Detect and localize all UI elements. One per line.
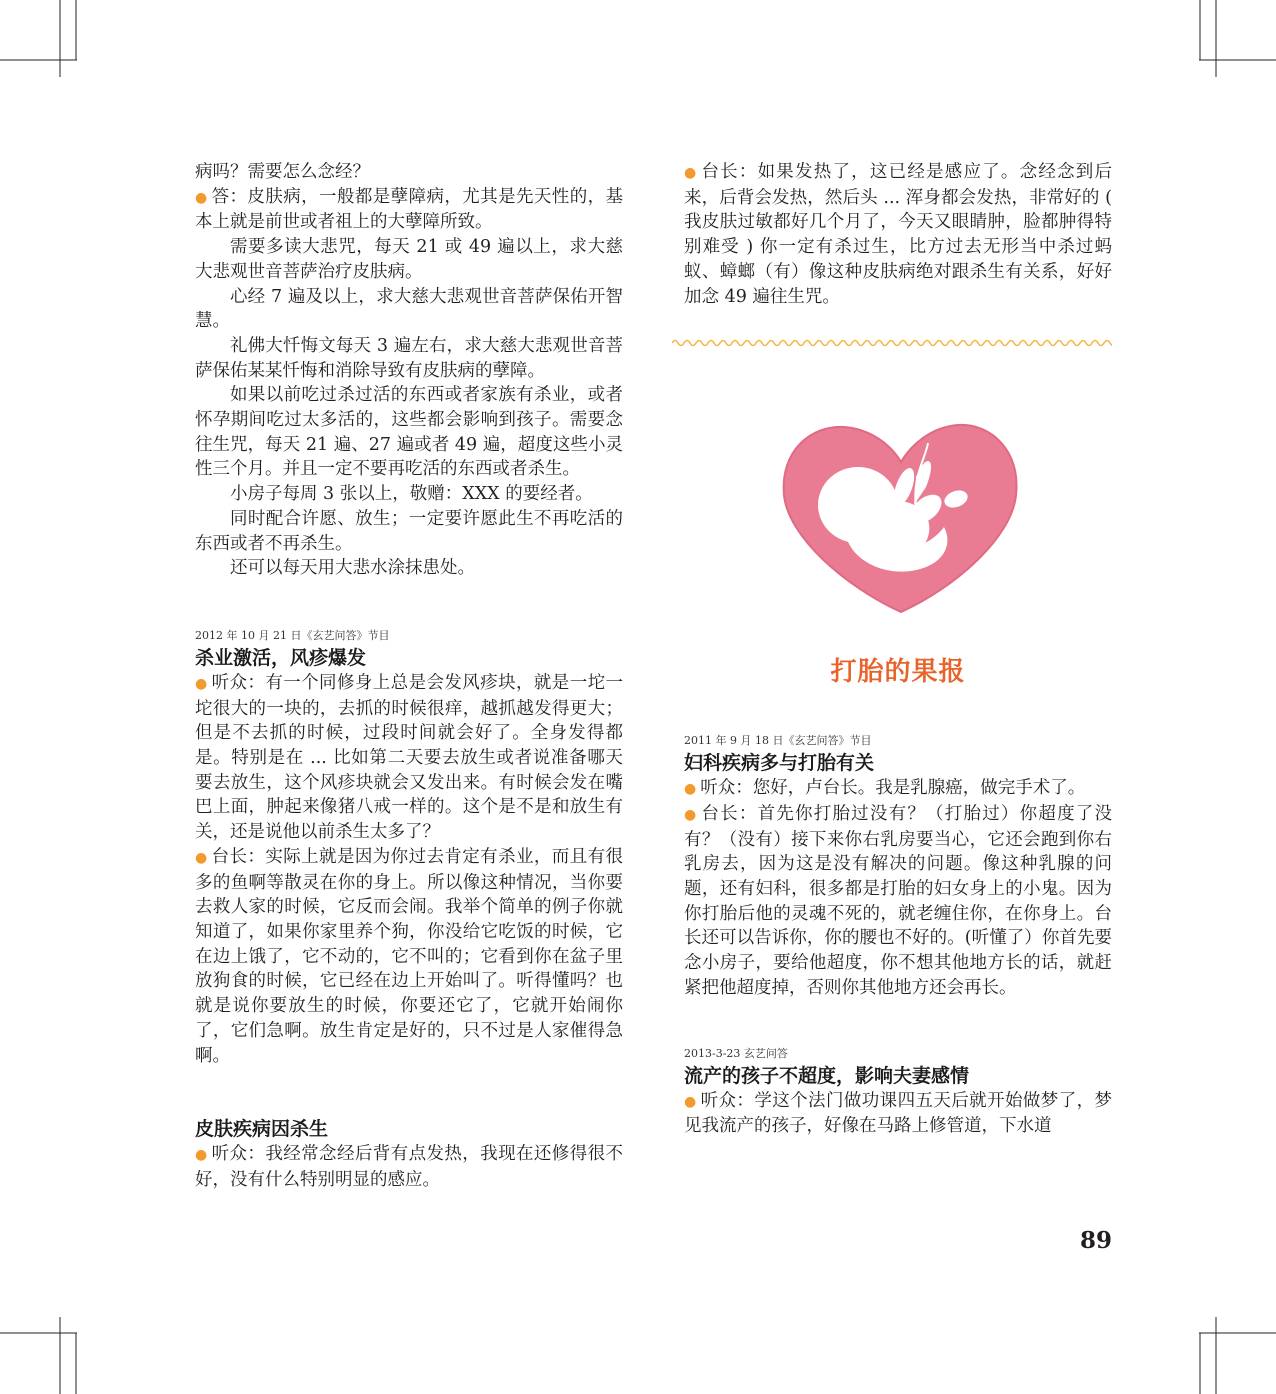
paragraph-text: 礼佛大忏悔文每天 3 遍左右，求大慈大悲观世音菩萨保佑某某忏悔和消除导致有皮肤病的孽障。 bbox=[195, 335, 623, 381]
section-body bbox=[195, 1142, 623, 1192]
paragraph bbox=[195, 185, 623, 235]
section-body bbox=[684, 776, 1112, 1000]
paragraph-text: 需要多读大悲咒，每天 21 或 49 遍以上，求大慈大悲观世音菩萨治疗皮肤病。 bbox=[195, 237, 623, 282]
section-skin-rash bbox=[195, 629, 623, 1068]
bullet-icon: ● bbox=[195, 675, 208, 692]
paragraph-text: 答：皮肤病，一般都是孽障病，尤其是先天性的，基本上就是前世或者祖上的大孽障所致。 bbox=[195, 186, 624, 233]
paragraph bbox=[195, 556, 623, 581]
right-intro bbox=[684, 160, 1112, 309]
paragraph bbox=[684, 776, 1112, 802]
left-column bbox=[195, 160, 623, 1193]
left-intro bbox=[195, 160, 623, 581]
paragraph-text: 台长：实际上就是因为你过去肯定有杀业，而且有很多的鱼啊等散灵在你的身上。所以像这种情况，当你要去救人家的时候，它反而会闹。我举个简单的例子你就知道了，如果你家里养个狗，你没给它吃饭的时候，它在边上饿了，它不动的，它不叫的；它看到你在盆子里放狗食的时候，它已经在边上开始叫了。听得懂吗？也就是说你要放生的时候，你要还它了，它就开始闹你了，它们急啊。放生肯定是好的，只不过是人家催得急啊。 bbox=[195, 846, 624, 1066]
bullet-icon: ● bbox=[684, 781, 697, 798]
paragraph bbox=[195, 383, 623, 482]
section-date: 2013-3-23 玄艺问答 bbox=[684, 1046, 788, 1060]
paragraph-text: 还可以每天用大悲水涂抹患处。 bbox=[230, 558, 475, 579]
paragraph-text: 病吗？需要怎么念经？ bbox=[195, 162, 370, 182]
bullet-icon: ● bbox=[684, 806, 698, 823]
section-date: 2011 年 9 月 18 日《玄艺问答》节目 bbox=[684, 734, 872, 748]
bullet-icon: ● bbox=[684, 1093, 697, 1110]
paragraph-text: 听众：有一个同修身上总是会发风疹块，就是一坨一坨很大的一块的，去抓的时候很痒，越抓越发得更大；但是不去抓的时候，过段时间就会好了。全身发得都是。特别是在 ... 比如第二天要去放生或者说准备哪天要去放生，这个风疹块就会又发出来。有时候会发在嘴巴上面，肿起来像猪八戒一样的。这个是不是和放生有关，还是说他以前杀生太多了？ bbox=[195, 672, 624, 843]
paragraph bbox=[195, 507, 623, 556]
section-gynecology bbox=[684, 734, 1112, 1000]
paragraph bbox=[195, 334, 623, 383]
section-body bbox=[684, 1089, 1112, 1139]
section-title: 流产的孩子不超度，影响夫妻感情 bbox=[684, 1064, 970, 1087]
section-title: 妇科疾病多与打胎有关 bbox=[684, 752, 875, 775]
page-number: 89 bbox=[1080, 1227, 1113, 1254]
bullet-icon: ● bbox=[684, 165, 698, 181]
paragraph-text: 同时配合许愿、放生；一定要许愿此生不再吃活的东西或者不再杀生。 bbox=[195, 508, 623, 554]
bullet-icon: ● bbox=[195, 189, 208, 206]
section-body bbox=[195, 671, 623, 1068]
bullet-icon: ● bbox=[195, 849, 208, 866]
paragraph-text: 听众：学这个法门做功课四五天后就开始做梦了，梦见我流产的孩子，好像在马路上修管道，下水道 bbox=[684, 1090, 1113, 1137]
paragraph-text: 心经 7 遍及以上，求大慈大悲观世音菩萨保佑开智慧。 bbox=[195, 286, 623, 332]
paragraph-text: 台长：如果发热了，这已经是感应了。念经念到后来，后背会发热，然后头 ... 浑身都会发热，非常好的 ( 我皮肤过敏都好几个月了，今天又眼睛肿，脸都肿得特别难受 ) 你一定有杀过生，比方过去无形当中杀过蚂蚁、蟑螂（有）像这种皮肤病绝对跟杀生有关系，好好加念 49 遍往生咒。 bbox=[684, 162, 1112, 307]
section-miscarriage bbox=[684, 1047, 1112, 1139]
paragraph bbox=[195, 235, 623, 284]
paragraph bbox=[195, 482, 623, 507]
bullet-icon: ● bbox=[195, 1147, 208, 1164]
paragraph-text: 台长：首先你打胎过没有？（打胎过）你超度了没有？（没有）接下来你右乳房要当心，它还会跑到你右乳房去，因为这是没有解决的问题。像这种乳腺的问题，还有妇科，很多都是打胎的妇女身上的小鬼。因为你打胎后他的灵魂不死的，就老缠住你，在你身上。台长还可以告诉你，你的腰也不好的。(听懂了）你首先要念小房子，要给他超度，你不想其他地方长的话，就赶紧把他超度掉，否则你其他地方还会再长。 bbox=[684, 803, 1112, 998]
wavy-divider bbox=[672, 337, 1112, 349]
paragraph-text: 听众：您好，卢台长。我是乳腺癌，做完手术了。 bbox=[700, 778, 1086, 799]
section-skin-disease bbox=[195, 1116, 623, 1192]
paragraph bbox=[195, 285, 623, 334]
paragraph-text: 小房子每周 3 张以上，敬赠：XXX 的要经者。 bbox=[230, 484, 593, 505]
right-column bbox=[684, 160, 1112, 1139]
paragraph bbox=[195, 845, 623, 1068]
paragraph bbox=[195, 671, 623, 845]
paragraph bbox=[195, 1142, 623, 1192]
section-title: 杀业激活，风疹爆发 bbox=[195, 646, 367, 669]
paragraph-text: 听众：我经常念经后背有点发热，我现在还修得很不好，没有什么特别明显的感应。 bbox=[195, 1144, 624, 1190]
paragraph-text: 如果以前吃过杀过活的东西或者家族有杀业，或者怀孕期间吃过太多活的，这些都会影响到孩子。需要念往生咒，每天 21 遍、27 遍或者 49 遍，超度这些小灵性三个月。并且一定不要再吃活的东西或者杀生。 bbox=[195, 385, 623, 480]
paragraph bbox=[684, 160, 1112, 309]
paragraph bbox=[684, 1089, 1112, 1139]
paragraph bbox=[195, 160, 623, 185]
section-title: 皮肤疾病因杀生 bbox=[195, 1118, 329, 1141]
chapter-title: 打胎的果报 bbox=[830, 657, 966, 688]
section-date: 2012 年 10 月 21 日《玄艺问答》节目 bbox=[195, 628, 390, 642]
heart-fetus-illustration bbox=[776, 417, 1026, 617]
paragraph bbox=[684, 802, 1112, 1001]
